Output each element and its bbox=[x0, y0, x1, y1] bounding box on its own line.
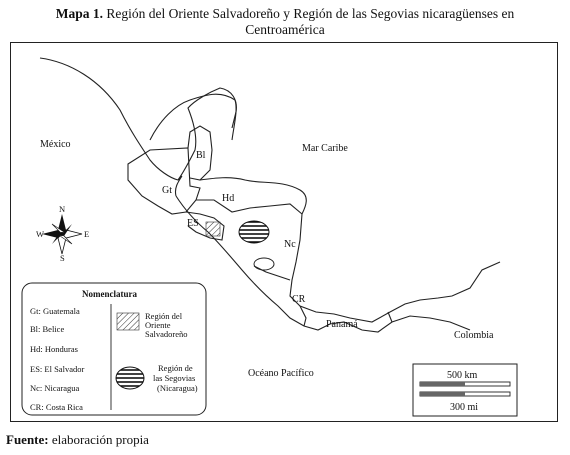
label-colombia: Colombia bbox=[454, 330, 494, 341]
yucatan-coast bbox=[150, 94, 236, 140]
map-title-line2: Centroamérica bbox=[245, 22, 325, 37]
label-guatemala: Gt bbox=[162, 185, 172, 196]
scale-bar-km-fill bbox=[420, 382, 465, 386]
label-belice: Bl bbox=[196, 150, 206, 161]
compass-e: E bbox=[84, 229, 90, 239]
central-coast-north bbox=[200, 178, 500, 322]
legend-oriente-line3: Salvadoreño bbox=[145, 329, 188, 339]
legend-lines-swatch bbox=[116, 367, 144, 389]
legend-item: ES: El Salvador bbox=[30, 364, 85, 374]
label-panama: Panamá bbox=[326, 319, 358, 330]
source-note bbox=[6, 432, 149, 448]
scale-mi-label: 300 mi bbox=[450, 402, 479, 413]
legend-oriente-line1: Región del bbox=[145, 311, 183, 321]
legend-item: Gt: Guatemala bbox=[30, 306, 80, 316]
legend-hatch-swatch bbox=[117, 313, 139, 330]
label-honduras: Hd bbox=[222, 193, 235, 204]
compass-w: W bbox=[36, 229, 45, 239]
map-title-number: Mapa 1. bbox=[55, 6, 103, 21]
mexico-coast bbox=[40, 58, 236, 196]
source-text: elaboración propia bbox=[48, 432, 149, 447]
legend-item: CR: Costa Rica bbox=[30, 402, 83, 412]
compass-rose-icon bbox=[42, 214, 82, 254]
label-oceano-pacifico: Océano Pacífico bbox=[248, 368, 314, 379]
compass-s: S bbox=[60, 253, 65, 263]
source-label: Fuente: bbox=[6, 432, 49, 447]
label-mar-caribe: Mar Caribe bbox=[302, 143, 348, 154]
panama-colombia-border bbox=[388, 312, 392, 322]
legend-item: Hd: Honduras bbox=[30, 344, 78, 354]
region-oriente-salvadoreno bbox=[206, 222, 220, 236]
label-el-salvador: ES bbox=[187, 218, 199, 229]
honduras-border bbox=[196, 200, 302, 214]
scale-bar-mi-fill bbox=[420, 392, 465, 396]
legend-segovias-line1: Región de bbox=[158, 363, 193, 373]
guatemala-border bbox=[128, 148, 200, 214]
region-segovias bbox=[239, 221, 269, 243]
lake-nicaragua bbox=[254, 258, 274, 270]
legend-oriente-line2: Oriente bbox=[145, 320, 171, 330]
legend-segovias-line2: las Segovias bbox=[153, 373, 196, 383]
legend-item: Bl: Belice bbox=[30, 324, 65, 334]
label-nicaragua: Nc bbox=[284, 239, 296, 250]
scale-km-label: 500 km bbox=[447, 370, 478, 381]
central-coast-south bbox=[176, 196, 470, 332]
cr-panama-border bbox=[300, 306, 306, 326]
compass-n: N bbox=[59, 204, 66, 214]
legend-heading: Nomenclatura bbox=[82, 289, 137, 299]
map-title-text: Región del Oriente Salvadoreño y Región de las Segovias nicaragüenses en bbox=[102, 6, 515, 21]
label-costa-rica: CR bbox=[292, 294, 306, 305]
legend-item: Nc: Nicaragua bbox=[30, 383, 80, 393]
legend-segovias-line3: (Nicaragua) bbox=[157, 383, 198, 393]
label-mexico: México bbox=[40, 139, 71, 150]
